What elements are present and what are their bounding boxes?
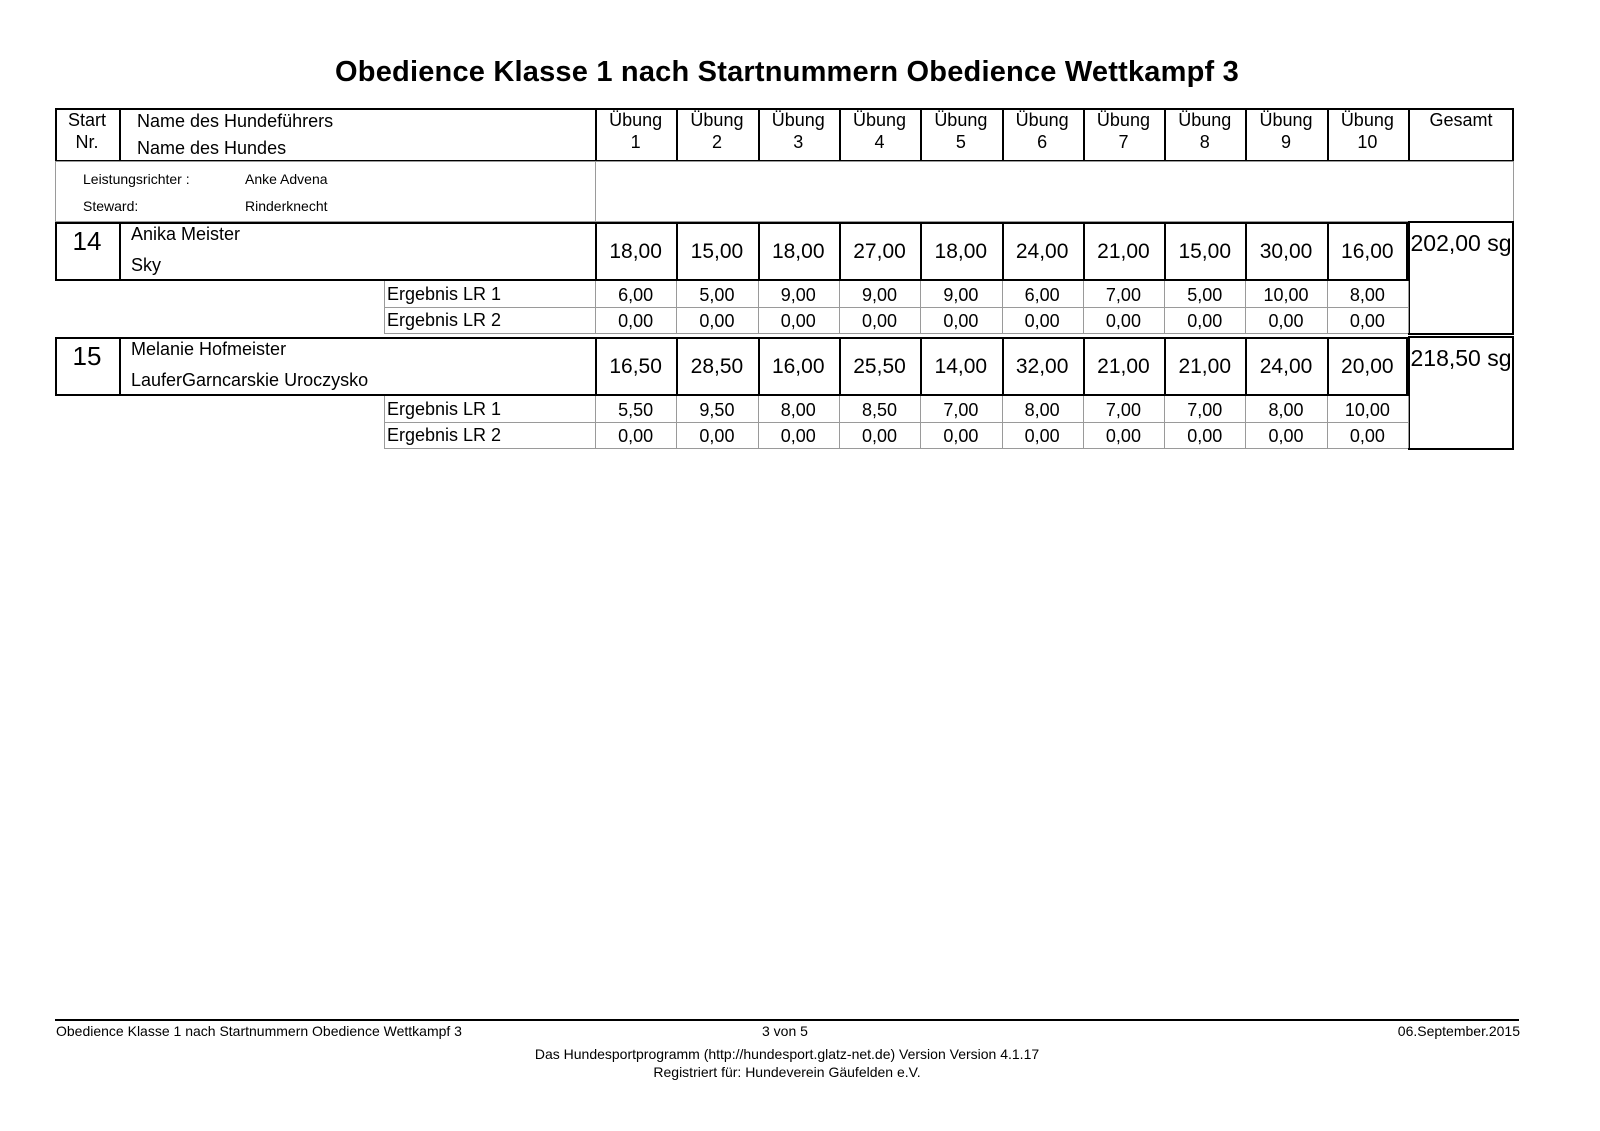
exercise-score: 15,00 — [1178, 239, 1232, 263]
footer-rule — [55, 1019, 1519, 1021]
lr1-score: 5,50 — [618, 399, 654, 420]
exercise-score: 14,00 — [934, 354, 988, 378]
handler-name: Anika Meister — [131, 224, 241, 244]
total-score: 218,50 sg — [1410, 344, 1512, 371]
exercise-score: 16,00 — [771, 354, 825, 378]
lr2-score: 0,00 — [943, 310, 979, 331]
footer-program-info: Das Hundesportprogramm (http://hundesport.glatz-net.de) Version Version 4.1.17 — [534, 1046, 1040, 1062]
lr1-score: 9,00 — [780, 284, 816, 305]
footer-registered: Registriert für: Hundeverein Gäufelden e.V. — [653, 1064, 921, 1080]
handler-name: Melanie Hofmeister — [131, 339, 287, 359]
dog-name: Sky — [131, 255, 162, 275]
lr2-score: 0,00 — [699, 425, 735, 446]
sub-row-divider — [1408, 396, 1409, 448]
lr2-score: 0,00 — [1105, 310, 1141, 331]
footer-document-title: Obedience Klasse 1 nach Startnummern Obedience Wettkampf 3 — [56, 1023, 462, 1039]
sub-row-divider — [1408, 281, 1409, 333]
footer-page-number: 3 von 5 — [762, 1023, 808, 1039]
exercise-score: 25,50 — [853, 354, 906, 378]
dog-name: LauferGarncarskie Uroczysko — [131, 370, 369, 390]
lr1-score: 7,00 — [943, 399, 979, 420]
exercise-score: 21,00 — [1097, 239, 1150, 263]
lr1-score: 10,00 — [1344, 399, 1390, 420]
lr1-score: 5,00 — [1187, 284, 1223, 305]
exercise-header-6: Übung — [1015, 110, 1069, 130]
exercise-header-3: Übung — [771, 110, 825, 130]
exercise-header-number-5: 5 — [955, 132, 966, 152]
handler-name-header: Name des Hundeführers — [137, 111, 334, 131]
exercise-score: 21,00 — [1178, 354, 1232, 378]
lr2-score: 0,00 — [862, 425, 898, 446]
exercise-header-2: Übung — [690, 110, 744, 130]
lr2-score: 0,00 — [618, 425, 654, 446]
footer-date: 06.September.2015 — [1397, 1023, 1520, 1039]
exercise-score: 21,00 — [1097, 354, 1150, 378]
exercise-header-5: Übung — [934, 110, 988, 130]
exercise-score: 27,00 — [853, 239, 906, 263]
exercise-score: 24,00 — [1259, 354, 1313, 378]
start-number: 15 — [72, 340, 102, 371]
result-lr1-label: Ergebnis LR 1 — [387, 284, 502, 304]
lr2-score: 0,00 — [1349, 425, 1385, 446]
exercise-score: 18,00 — [771, 239, 825, 263]
judge-name: Anke Advena — [245, 171, 328, 187]
lr2-score: 0,00 — [943, 425, 979, 446]
exercise-header-number-4: 4 — [874, 132, 885, 152]
exercise-header-number-6: 6 — [1037, 132, 1048, 152]
lr1-score: 9,00 — [943, 284, 979, 305]
exercise-header-number-7: 7 — [1118, 132, 1129, 152]
lr1-score: 7,00 — [1105, 399, 1141, 420]
exercise-score: 16,50 — [609, 354, 662, 378]
exercise-header-number-3: 3 — [793, 132, 804, 152]
exercise-header-number-1: 1 — [630, 132, 641, 152]
exercise-header-10: Übung — [1340, 110, 1394, 130]
lr2-score: 0,00 — [618, 310, 654, 331]
exercise-score: 28,50 — [690, 354, 744, 378]
lr2-score: 0,00 — [1187, 425, 1223, 446]
lr2-score: 0,00 — [1024, 425, 1060, 446]
exercise-header-number-10: 10 — [1357, 132, 1378, 152]
steward-label: Steward: — [83, 198, 139, 214]
exercise-header-8: Übung — [1178, 110, 1232, 130]
lr1-score: 8,00 — [1024, 399, 1060, 420]
lr1-score: 7,00 — [1105, 284, 1141, 305]
exercise-score: 32,00 — [1015, 354, 1069, 378]
lr1-score: 8,00 — [780, 399, 816, 420]
lr2-score: 0,00 — [780, 425, 816, 446]
exercise-score: 18,00 — [609, 239, 662, 263]
entry-divider — [119, 337, 121, 396]
total-header: Gesamt — [1429, 110, 1493, 130]
lr2-score: 0,00 — [1349, 310, 1385, 331]
lr1-score: 9,00 — [862, 284, 898, 305]
page-title: Obedience Klasse 1 nach Startnummern Obedience Wettkampf 3 — [335, 56, 1239, 88]
total-score: 202,00 sg — [1410, 229, 1512, 256]
lr2-score: 0,00 — [1105, 425, 1141, 446]
lr2-score: 0,00 — [1024, 310, 1060, 331]
lr1-score: 7,00 — [1187, 399, 1223, 420]
header-divider — [119, 108, 121, 162]
result-lr2-label: Ergebnis LR 2 — [387, 425, 502, 445]
lr2-score: 0,00 — [862, 310, 898, 331]
exercise-score: 16,00 — [1341, 239, 1394, 263]
dog-name-header: Name des Hundes — [137, 138, 287, 158]
exercise-header-9: Übung — [1259, 110, 1313, 130]
lr1-score: 5,00 — [699, 284, 735, 305]
start-number: 14 — [72, 225, 102, 256]
exercise-header-4: Übung — [853, 110, 907, 130]
result-lr1-label: Ergebnis LR 1 — [387, 399, 502, 419]
lr2-score: 0,00 — [1268, 310, 1304, 331]
lr1-score: 9,50 — [699, 399, 735, 420]
steward-name: Rinderknecht — [245, 198, 328, 214]
exercise-header-number-9: 9 — [1281, 132, 1292, 152]
start-nr-label: Nr. — [75, 132, 99, 152]
exercise-score: 30,00 — [1259, 239, 1313, 263]
start-label: Start — [67, 110, 106, 130]
exercise-score: 24,00 — [1015, 239, 1069, 263]
exercise-header-1: Übung — [609, 110, 663, 130]
result-lr2-label: Ergebnis LR 2 — [387, 310, 502, 330]
lr2-score: 0,00 — [699, 310, 735, 331]
sub-row-divider — [384, 281, 385, 333]
exercise-score: 18,00 — [934, 239, 988, 263]
lr2-score: 0,00 — [780, 310, 816, 331]
exercise-score: 15,00 — [690, 239, 744, 263]
lr1-score: 6,00 — [1024, 284, 1060, 305]
entry-divider — [119, 222, 121, 281]
lr1-score: 8,00 — [1349, 284, 1385, 305]
exercise-score: 20,00 — [1341, 354, 1394, 378]
exercise-header-number-8: 8 — [1199, 132, 1210, 152]
exercise-header-number-2: 2 — [711, 132, 722, 152]
judge-label: Leistungsrichter : — [83, 171, 190, 187]
sub-row-divider — [384, 396, 385, 448]
lr1-score: 8,00 — [1268, 399, 1304, 420]
exercise-header-7: Übung — [1096, 110, 1150, 130]
lr2-score: 0,00 — [1268, 425, 1304, 446]
officials-divider — [595, 162, 596, 222]
lr1-score: 8,50 — [862, 399, 898, 420]
lr2-score: 0,00 — [1187, 310, 1223, 331]
lr1-score: 10,00 — [1263, 284, 1309, 305]
lr1-score: 6,00 — [618, 284, 654, 305]
